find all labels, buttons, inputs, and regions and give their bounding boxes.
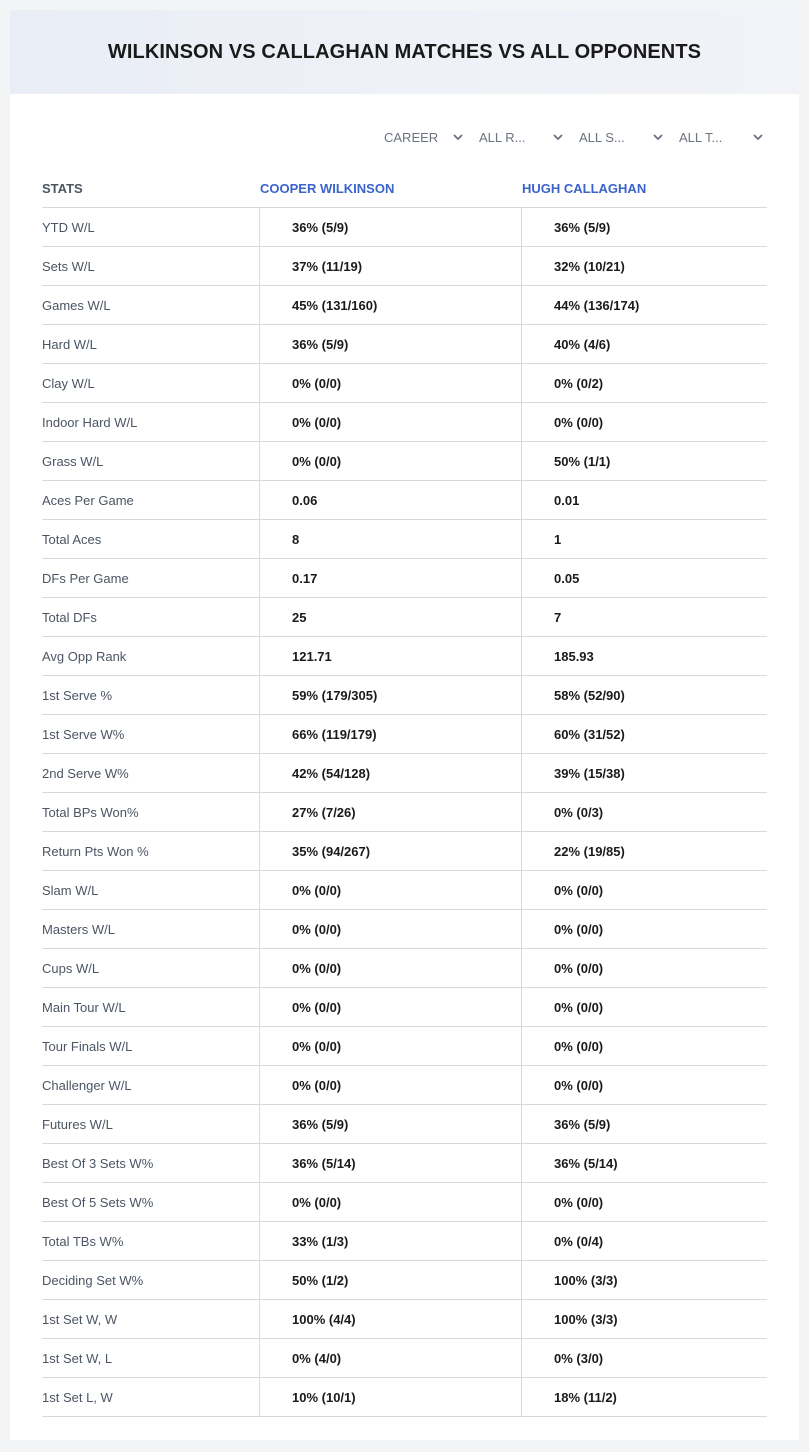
table-row [42, 208, 767, 247]
stat-label: Main Tour W/L [42, 999, 126, 1015]
stat-label: Sets W/L [42, 258, 95, 274]
filter-period-select[interactable] [384, 126, 464, 148]
stats-table [42, 170, 767, 1417]
chevron-down-icon [552, 131, 564, 143]
player1-value: 0% (4/0) [259, 1339, 521, 1377]
stat-label: Deciding Set W% [42, 1272, 144, 1288]
player1-value: 0.17 [259, 559, 521, 597]
stat-label: Challenger W/L [42, 1077, 132, 1093]
table-row [42, 1261, 767, 1300]
player2-value: 32% (10/21) [521, 247, 767, 285]
table-row [42, 676, 767, 715]
player1-value: 59% (179/305) [259, 676, 521, 714]
player2-value: 0% (0/0) [521, 1066, 767, 1104]
player1-value: 25 [259, 598, 521, 636]
player1-value: 35% (94/267) [259, 832, 521, 870]
stat-label: Slam W/L [42, 882, 99, 898]
stat-label: Total DFs [42, 609, 97, 625]
player1-value: 27% (7/26) [259, 793, 521, 831]
player1-value: 50% (1/2) [259, 1261, 521, 1299]
player2-value: 0% (0/0) [521, 871, 767, 909]
player1-value: 36% (5/14) [259, 1144, 521, 1182]
player2-value: 39% (15/38) [521, 754, 767, 792]
column-header-player2-link[interactable]: HUGH CALLAGHAN [522, 181, 647, 196]
table-row [42, 325, 767, 364]
stat-label: 1st Set W, L [42, 1350, 113, 1366]
table-row [42, 910, 767, 949]
player2-value: 0.05 [521, 559, 767, 597]
player2-value: 0% (0/2) [521, 364, 767, 402]
table-row [42, 793, 767, 832]
player2-value: 185.93 [521, 637, 767, 675]
stats-card [10, 10, 799, 1440]
player1-value: 36% (5/9) [259, 1105, 521, 1143]
table-row [42, 637, 767, 676]
stat-label: Hard W/L [42, 336, 97, 352]
stat-label: Indoor Hard W/L [42, 414, 138, 430]
player2-value: 60% (31/52) [521, 715, 767, 753]
player2-value: 0% (0/4) [521, 1222, 767, 1260]
player1-value: 10% (10/1) [259, 1378, 521, 1416]
player1-value: 33% (1/3) [259, 1222, 521, 1260]
player1-value: 36% (5/9) [259, 325, 521, 363]
table-row [42, 403, 767, 442]
player2-value: 0% (0/3) [521, 793, 767, 831]
table-row [42, 1300, 767, 1339]
stat-label: Tour Finals W/L [42, 1038, 133, 1054]
player1-value: 0.06 [259, 481, 521, 519]
table-row [42, 247, 767, 286]
stat-label: Best Of 3 Sets W% [42, 1155, 154, 1171]
column-header-player1-link[interactable]: COOPER WILKINSON [260, 181, 395, 196]
filter-bar [10, 126, 799, 148]
player1-value: 0% (0/0) [259, 910, 521, 948]
table-row [42, 715, 767, 754]
filter-round-select[interactable] [479, 126, 564, 148]
stat-label: Return Pts Won % [42, 843, 149, 859]
stat-label: 1st Serve % [42, 687, 113, 703]
stat-label: Avg Opp Rank [42, 648, 127, 664]
table-row [42, 1066, 767, 1105]
player2-value: 36% (5/14) [521, 1144, 767, 1182]
table-row [42, 559, 767, 598]
player1-value: 121.71 [259, 637, 521, 675]
table-row [42, 1144, 767, 1183]
filter-round-label: ALL R... [479, 129, 526, 145]
table-row [42, 1027, 767, 1066]
player2-value: 40% (4/6) [521, 325, 767, 363]
player2-value: 36% (5/9) [521, 1105, 767, 1143]
table-row [42, 1183, 767, 1222]
stat-label: Games W/L [42, 297, 111, 313]
player1-value: 0% (0/0) [259, 949, 521, 987]
player1-value: 42% (54/128) [259, 754, 521, 792]
stat-label: 1st Set L, W [42, 1389, 113, 1405]
table-row [42, 1339, 767, 1378]
player2-value: 0% (0/0) [521, 988, 767, 1026]
player2-value: 100% (3/3) [521, 1300, 767, 1338]
player2-value: 0% (0/0) [521, 910, 767, 948]
stat-label: YTD W/L [42, 219, 95, 235]
table-row [42, 949, 767, 988]
stat-label: Masters W/L [42, 921, 115, 937]
player1-value: 0% (0/0) [259, 364, 521, 402]
table-body [42, 208, 767, 1417]
stat-label: 1st Set W, W [42, 1311, 118, 1327]
player2-value: 50% (1/1) [521, 442, 767, 480]
player2-value: 0% (0/0) [521, 403, 767, 441]
stat-label: Total Aces [42, 531, 102, 547]
table-row [42, 481, 767, 520]
player2-value: 7 [521, 598, 767, 636]
stat-label: Futures W/L [42, 1116, 113, 1132]
filter-period-label: CAREER [384, 129, 439, 145]
filter-tournament-label: ALL T... [679, 129, 723, 145]
table-row [42, 442, 767, 481]
player1-value: 66% (119/179) [259, 715, 521, 753]
chevron-down-icon [652, 131, 664, 143]
player1-value: 0% (0/0) [259, 988, 521, 1026]
table-row [42, 520, 767, 559]
stat-label: Grass W/L [42, 453, 104, 469]
stat-label: Aces Per Game [42, 492, 134, 508]
table-row [42, 988, 767, 1027]
player2-value: 18% (11/2) [521, 1378, 767, 1416]
player1-value: 36% (5/9) [259, 208, 521, 246]
chevron-down-icon [452, 131, 464, 143]
player1-value: 0% (0/0) [259, 1183, 521, 1221]
table-row [42, 871, 767, 910]
stat-label: Total BPs Won% [42, 804, 139, 820]
player2-value: 0% (0/0) [521, 1183, 767, 1221]
player1-value: 0% (0/0) [259, 871, 521, 909]
page-title: WILKINSON VS CALLAGHAN MATCHES VS ALL OPPONENTS [107, 40, 702, 63]
table-row [42, 832, 767, 871]
table-row [42, 364, 767, 403]
player1-value: 8 [259, 520, 521, 558]
player1-value: 0% (0/0) [259, 403, 521, 441]
chevron-down-icon [752, 131, 764, 143]
player2-value: 100% (3/3) [521, 1261, 767, 1299]
table-row [42, 1105, 767, 1144]
player2-value: 44% (136/174) [521, 286, 767, 324]
player1-value: 100% (4/4) [259, 1300, 521, 1338]
stat-label: Total TBs W% [42, 1233, 124, 1249]
player1-value: 0% (0/0) [259, 1066, 521, 1104]
filter-surface-select[interactable] [579, 126, 664, 148]
table-row [42, 1378, 767, 1417]
column-header-stats: STATS [42, 181, 83, 196]
filter-tournament-select[interactable] [679, 126, 764, 148]
player2-value: 0% (0/0) [521, 1027, 767, 1065]
player1-value: 0% (0/0) [259, 442, 521, 480]
player2-value: 58% (52/90) [521, 676, 767, 714]
player1-value: 37% (11/19) [259, 247, 521, 285]
table-row [42, 286, 767, 325]
table-row [42, 1222, 767, 1261]
card-header [10, 10, 799, 94]
player1-value: 45% (131/160) [259, 286, 521, 324]
table-row [42, 754, 767, 793]
player2-value: 1 [521, 520, 767, 558]
stat-label: Best Of 5 Sets W% [42, 1194, 154, 1210]
stat-label: Clay W/L [42, 375, 95, 391]
table-header [42, 170, 767, 208]
filter-surface-label: ALL S... [579, 129, 625, 145]
stat-label: 1st Serve W% [42, 726, 125, 742]
table-row [42, 598, 767, 637]
player2-value: 0.01 [521, 481, 767, 519]
stat-label: DFs Per Game [42, 570, 129, 586]
stat-label: 2nd Serve W% [42, 765, 129, 781]
player2-value: 0% (3/0) [521, 1339, 767, 1377]
player2-value: 36% (5/9) [521, 208, 767, 246]
player1-value: 0% (0/0) [259, 1027, 521, 1065]
player2-value: 22% (19/85) [521, 832, 767, 870]
player2-value: 0% (0/0) [521, 949, 767, 987]
stat-label: Cups W/L [42, 960, 100, 976]
